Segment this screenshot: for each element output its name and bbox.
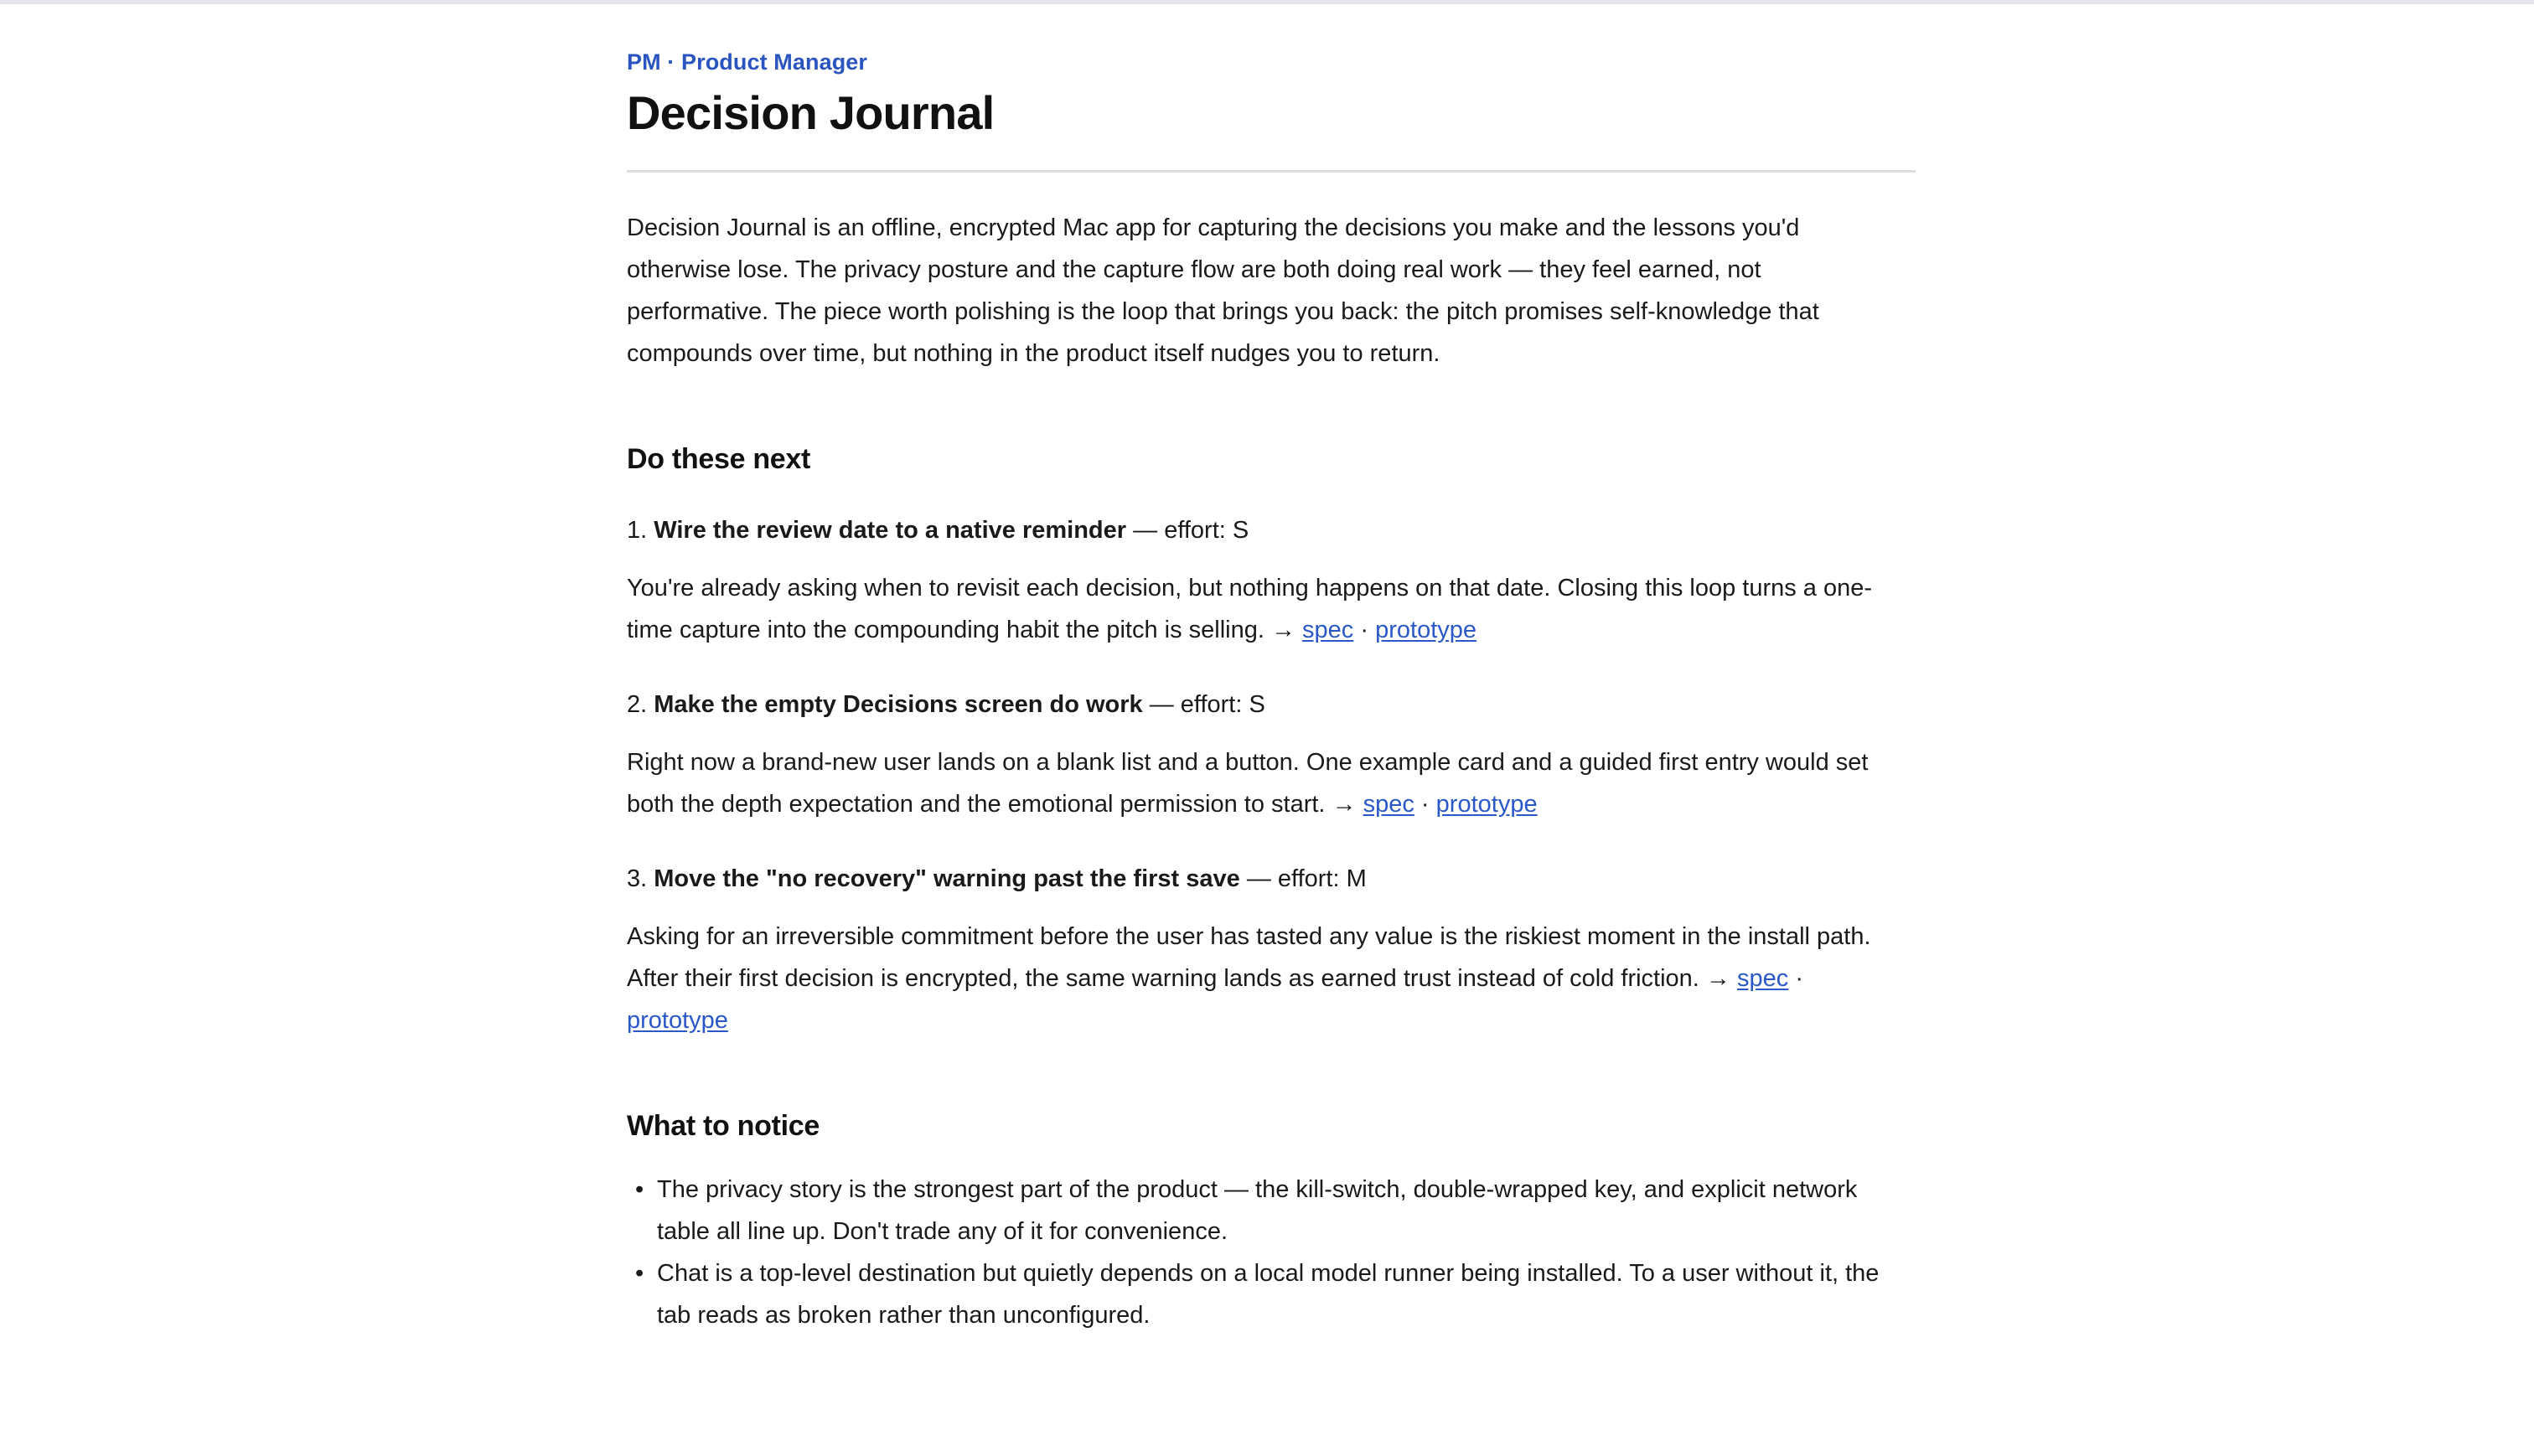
recommendation-body-text: Right now a brand-new user lands on a blank list and a button. One example card and a guided first entry would set both the depth expectation and the emotional permission to start. [627, 749, 1869, 818]
spec-link[interactable]: spec [1736, 965, 1789, 993]
recommendation-body [627, 742, 1909, 826]
recommendation-item [627, 511, 1916, 652]
recommendation-effort: — effort: S [1149, 690, 1265, 718]
role-eyebrow: PM · Product Manager [627, 49, 868, 75]
recommendation-body-text: You're already asking when to revisit each decision, but nothing happens on that date. Closing this loop turns a one-time capture into the compounding habit the pitch is selling. [627, 575, 1873, 644]
prototype-link[interactable]: prototype [627, 1007, 728, 1035]
intro-paragraph: Decision Journal is an offline, encrypted Mac app for capturing the decisions you make and the lessons you'd otherwise lose. The privacy posture and the capture flow are both doing real work — they feel earned, not performative. The piece worth polishing is the loop that brings you back: the pitch promises self-knowledge that compounds over time, but nothing in the product itself nudges you to return. [627, 214, 1819, 367]
recommendation-body [627, 916, 1909, 1042]
list-item: • Chat is a top-level destination but quietly depends on a local model runner being installed. To a user without it, the tab reads as broken rather than unconfigured. [657, 1253, 1914, 1337]
notice-list [627, 1169, 1916, 1337]
recommendation-title-row [627, 511, 1916, 550]
document-content-column [627, 49, 1916, 1337]
recommendation-title: Wire the review date to a native reminder [654, 516, 1127, 544]
arrow-icon: → [1705, 965, 1730, 993]
prototype-link[interactable]: prototype [1435, 791, 1538, 818]
spec-link[interactable]: spec [1363, 791, 1414, 818]
recommendation-number: 1. [627, 516, 648, 544]
recommendation-title-row [627, 685, 1916, 724]
section-heading-do-these-next: Do these next [627, 442, 811, 475]
link-separator: · [1360, 617, 1369, 644]
arrow-icon: → [1332, 791, 1357, 818]
arrow-icon: → [1270, 617, 1295, 644]
recommendation-title: Move the "no recovery" warning past the first save [654, 865, 1240, 893]
recommendation-title-row [627, 860, 1916, 898]
recommendation-number: 2. [627, 690, 648, 718]
spec-link[interactable]: spec [1302, 617, 1354, 644]
prototype-link[interactable]: prototype [1375, 617, 1477, 644]
link-separator: · [1420, 791, 1430, 818]
recommendation-effort: — effort: M [1246, 865, 1367, 893]
header-divider [627, 170, 1916, 173]
recommendation-item [627, 860, 1916, 1042]
recommendation-number: 3. [627, 865, 648, 893]
recommendation-item [627, 685, 1916, 826]
link-separator: · [1795, 965, 1803, 993]
recommendation-body [627, 568, 1909, 652]
recommendation-body-text: Asking for an irreversible commitment before the user has tasted any value is the riskiest moment in the install path. After their first decision is encrypted, the same warning lands as earned trust instead of cold friction. [627, 923, 1871, 993]
recommendation-effort: — effort: S [1133, 516, 1249, 544]
recommendation-title: Make the empty Decisions screen do work [654, 690, 1143, 718]
list-item: • The privacy story is the strongest part of the product — the kill-switch, double-wrapped key, and explicit network table all line up. Don't trade any of it for convenience. [657, 1169, 1914, 1253]
page-title: Decision Journal [627, 86, 995, 140]
section-heading-what-to-notice: What to notice [627, 1110, 820, 1143]
